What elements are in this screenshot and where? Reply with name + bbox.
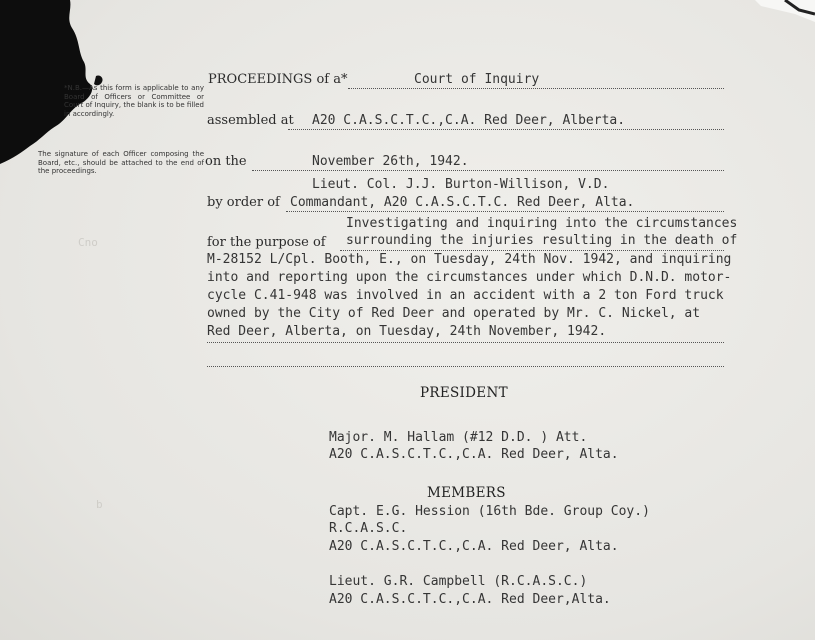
member-2-unit: A20 C.A.S.C.T.C.,C.A. Red Deer,Alta. <box>329 592 611 607</box>
folded-corner <box>755 0 815 22</box>
by-order-label: by order of <box>207 195 280 210</box>
president-name: Major. M. Hallam (#12 D.D. ) Att. <box>329 430 588 445</box>
purpose-line-5: owned by the City of Red Deer and operated by Mr. C. Nickel, at <box>207 306 701 321</box>
margin-note-nb: *N.B.—As this form is applicable to any Board of Officers or Committee or Court of Inquiry, the blank is to be filled in accordingly. <box>64 84 204 118</box>
purpose-line-1: surrounding the injuries resulting in the death of <box>346 233 738 248</box>
margin-note-signature: The signature of each Officer composing the Board, etc., should be attached to the end of the proceedings. <box>38 150 204 175</box>
order-name: Lieut. Col. J.J. Burton-Willison, V.D. <box>312 177 610 192</box>
purpose-line-6: Red Deer, Alberta, on Tuesday, 24th November, 1942. <box>207 324 607 339</box>
members-heading: MEMBERS <box>427 485 506 501</box>
member-1-corps: R.C.A.S.C. <box>329 521 408 536</box>
by-order-value: Commandant, A20 C.A.S.C.T.C. Red Deer, Alta. <box>290 195 635 210</box>
member-1-name: Capt. E.G. Hession (16th Bde. Group Coy.) <box>329 504 650 519</box>
on-label: on the <box>205 154 247 169</box>
document-page: *N.B.—As this form is applicable to any Board of Officers or Committee or Court of Inquiry, the blank is to be filled in accordingly. The signature of each Officer composing the Board, etc., should be attached to the end of the proceedings. Cno b PROCEEDINGS of a* Court of Inquiry assembled at A20 C.A.S.C.T.C.,C.A. Red Deer, Alberta. on the November 26th, 1942. Lieut. Col. J.J. Burton-Willison, V.D. by order of Commandant, A20 C.A.S.C.T.C. Red Deer, Alta. Investigating and inquiring into the circumstances for the purpose of surrounding the injuries resulting in the death of M-28152 L/Cpl. Booth, E., on Tuesday, 24th Nov. 1942, and inquiring into and reporting upon the circumstances under which D.N.D. motor- cycle C.41-948 was involved in an accident with a 2 ton Ford truck owned by the City of Red Deer and operated by Mr. C. Nickel, at Red Deer, Alberta, on Tuesday, 24th November, 1942. PRESIDENT Major. M. Hallam (#12 D.D. ) Att. A20 C.A.S.C.T.C.,C.A. Red Deer, Alta. MEMBERS Capt. E.G. Hession (16th Bde. Group Coy.) R.C.A.S.C. A20 C.A.S.C.T.C.,C.A. Red Deer, Alta. Lieut. G.R. Campbell (R.C.A.S.C.) A20 C.A.S.C.T.C.,C.A. Red Deer,Alta. <box>0 0 815 640</box>
assembled-label: assembled at <box>207 113 294 128</box>
purpose-line-3: into and reporting upon the circumstances under which D.N.D. motor- <box>207 270 732 285</box>
president-heading: PRESIDENT <box>420 385 508 401</box>
purpose-line-4: cycle C.41-948 was involved in an accident with a 2 ton Ford truck <box>207 288 724 303</box>
president-unit: A20 C.A.S.C.T.C.,C.A. Red Deer, Alta. <box>329 447 619 462</box>
purpose-label: for the purpose of <box>207 235 326 250</box>
member-1-unit: A20 C.A.S.C.T.C.,C.A. Red Deer, Alta. <box>329 539 619 554</box>
member-2-name: Lieut. G.R. Campbell (R.C.A.S.C.) <box>329 574 588 589</box>
assembled-value: A20 C.A.S.C.T.C.,C.A. Red Deer, Alberta. <box>312 113 626 128</box>
purpose-line-2: M-28152 L/Cpl. Booth, E., on Tuesday, 24th Nov. 1942, and inquiring <box>207 252 732 267</box>
on-value: November 26th, 1942. <box>312 154 469 169</box>
purpose-lead: Investigating and inquiring into the circumstances <box>346 216 738 231</box>
proceedings-value: Court of Inquiry <box>414 72 540 87</box>
proceedings-label: PROCEEDINGS of a* <box>208 72 348 87</box>
